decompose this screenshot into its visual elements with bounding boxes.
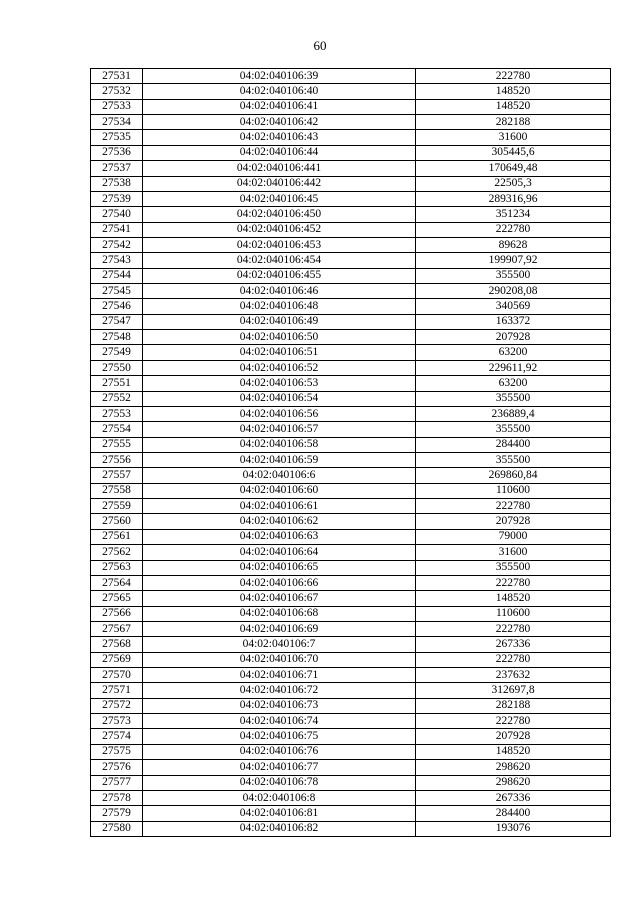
cadastral-number-cell: 04:02:040106:66 (143, 575, 416, 590)
cadastral-value-cell: 207928 (416, 514, 611, 529)
row-number-cell: 27570 (91, 668, 143, 683)
table-row (91, 729, 611, 744)
row-number-cell: 27577 (91, 775, 143, 790)
row-number-cell: 27554 (91, 422, 143, 437)
table-row (91, 84, 611, 99)
table-row (91, 284, 611, 299)
cadastral-value-cell: 289316,96 (416, 191, 611, 206)
cadastral-value-cell: 351234 (416, 207, 611, 222)
row-number-cell: 27561 (91, 529, 143, 544)
table-row (91, 760, 611, 775)
cadastral-value-cell: 222780 (416, 499, 611, 514)
row-number-cell: 27552 (91, 391, 143, 406)
cadastral-value-cell: 282188 (416, 115, 611, 130)
table-row (91, 606, 611, 621)
table-row (91, 299, 611, 314)
table-row (91, 345, 611, 360)
table-row (91, 99, 611, 114)
cadastral-number-cell: 04:02:040106:8 (143, 790, 416, 805)
row-number-cell: 27562 (91, 545, 143, 560)
cadastral-number-cell: 04:02:040106:452 (143, 222, 416, 237)
row-number-cell: 27536 (91, 145, 143, 160)
cadastral-value-cell: 355500 (416, 422, 611, 437)
row-number-cell: 27553 (91, 406, 143, 421)
cadastral-value-cell: 31600 (416, 545, 611, 560)
row-number-cell: 27567 (91, 621, 143, 636)
page-number: 60 (313, 38, 327, 53)
cadastral-number-cell: 04:02:040106:441 (143, 161, 416, 176)
row-number-cell: 27545 (91, 284, 143, 299)
cadastral-value-cell: 355500 (416, 452, 611, 467)
cadastral-value-cell: 267336 (416, 637, 611, 652)
cadastral-value-cell: 110600 (416, 483, 611, 498)
cadastral-number-cell: 04:02:040106:64 (143, 545, 416, 560)
cadastral-number-cell: 04:02:040106:56 (143, 406, 416, 421)
table-row (91, 406, 611, 421)
cadastral-value-cell: 148520 (416, 84, 611, 99)
cadastral-number-cell: 04:02:040106:67 (143, 591, 416, 606)
cadastral-value-cell: 148520 (416, 591, 611, 606)
row-number-cell: 27541 (91, 222, 143, 237)
row-number-cell: 27542 (91, 237, 143, 252)
table-row (91, 422, 611, 437)
row-number-cell: 27537 (91, 161, 143, 176)
row-number-cell: 27534 (91, 115, 143, 130)
cadastral-value-cell: 222780 (416, 222, 611, 237)
cadastral-value-cell: 199907,92 (416, 253, 611, 268)
cadastral-number-cell: 04:02:040106:43 (143, 130, 416, 145)
cadastral-value-cell: 89628 (416, 237, 611, 252)
table-row (91, 775, 611, 790)
cadastral-value-cell: 282188 (416, 698, 611, 713)
cadastral-value-cell: 31600 (416, 130, 611, 145)
row-number-cell: 27558 (91, 483, 143, 498)
table-row (91, 637, 611, 652)
row-number-cell: 27555 (91, 437, 143, 452)
cadastral-number-cell: 04:02:040106:453 (143, 237, 416, 252)
cadastral-number-cell: 04:02:040106:69 (143, 621, 416, 636)
cadastral-number-cell: 04:02:040106:42 (143, 115, 416, 130)
cadastral-number-cell: 04:02:040106:46 (143, 284, 416, 299)
cadastral-value-cell: 305445,6 (416, 145, 611, 160)
cadastral-value-cell: 63200 (416, 345, 611, 360)
cadastral-number-cell: 04:02:040106:71 (143, 668, 416, 683)
table-row (91, 130, 611, 145)
cadastral-number-cell: 04:02:040106:442 (143, 176, 416, 191)
row-number-cell: 27533 (91, 99, 143, 114)
cadastral-value-cell: 355500 (416, 560, 611, 575)
row-number-cell: 27543 (91, 253, 143, 268)
row-number-cell: 27531 (91, 69, 143, 84)
row-number-cell: 27566 (91, 606, 143, 621)
cadastral-value-cell: 222780 (416, 652, 611, 667)
cadastral-value-cell: 110600 (416, 606, 611, 621)
cadastral-value-cell: 222780 (416, 575, 611, 590)
cadastral-value-cell: 207928 (416, 729, 611, 744)
cadastral-value-table (90, 68, 611, 837)
table-row (91, 253, 611, 268)
row-number-cell: 27532 (91, 84, 143, 99)
row-number-cell: 27544 (91, 268, 143, 283)
cadastral-number-cell: 04:02:040106:6 (143, 468, 416, 483)
cadastral-number-cell: 04:02:040106:68 (143, 606, 416, 621)
row-number-cell: 27540 (91, 207, 143, 222)
table-row (91, 330, 611, 345)
table-body (91, 69, 611, 837)
table-row (91, 529, 611, 544)
table-row (91, 821, 611, 836)
cadastral-value-cell: 163372 (416, 314, 611, 329)
cadastral-number-cell: 04:02:040106:62 (143, 514, 416, 529)
table-row (91, 237, 611, 252)
row-number-cell: 27550 (91, 360, 143, 375)
table-row (91, 376, 611, 391)
cadastral-number-cell: 04:02:040106:82 (143, 821, 416, 836)
cadastral-number-cell: 04:02:040106:63 (143, 529, 416, 544)
cadastral-number-cell: 04:02:040106:450 (143, 207, 416, 222)
cadastral-number-cell: 04:02:040106:455 (143, 268, 416, 283)
cadastral-number-cell: 04:02:040106:61 (143, 499, 416, 514)
row-number-cell: 27576 (91, 760, 143, 775)
cadastral-value-cell: 298620 (416, 760, 611, 775)
table-row (91, 314, 611, 329)
cadastral-number-cell: 04:02:040106:49 (143, 314, 416, 329)
table-row (91, 145, 611, 160)
table-row (91, 560, 611, 575)
cadastral-value-cell: 148520 (416, 744, 611, 759)
cadastral-number-cell: 04:02:040106:54 (143, 391, 416, 406)
cadastral-value-cell: 284400 (416, 806, 611, 821)
row-number-cell: 27556 (91, 452, 143, 467)
cadastral-value-cell: 355500 (416, 391, 611, 406)
cadastral-value-cell: 193076 (416, 821, 611, 836)
cadastral-value-cell: 340569 (416, 299, 611, 314)
table-row (91, 668, 611, 683)
cadastral-number-cell: 04:02:040106:70 (143, 652, 416, 667)
cadastral-number-cell: 04:02:040106:44 (143, 145, 416, 160)
row-number-cell: 27578 (91, 790, 143, 805)
cadastral-value-cell: 229611,92 (416, 360, 611, 375)
table-row (91, 268, 611, 283)
table-row (91, 452, 611, 467)
row-number-cell: 27548 (91, 330, 143, 345)
table-row (91, 391, 611, 406)
row-number-cell: 27551 (91, 376, 143, 391)
row-number-cell: 27573 (91, 714, 143, 729)
row-number-cell: 27539 (91, 191, 143, 206)
row-number-cell: 27564 (91, 575, 143, 590)
cadastral-value-cell: 267336 (416, 790, 611, 805)
cadastral-value-cell: 170649,48 (416, 161, 611, 176)
table-row (91, 161, 611, 176)
cadastral-value-cell: 269860,84 (416, 468, 611, 483)
cadastral-number-cell: 04:02:040106:81 (143, 806, 416, 821)
cadastral-value-cell: 222780 (416, 714, 611, 729)
row-number-cell: 27568 (91, 637, 143, 652)
cadastral-value-cell: 222780 (416, 621, 611, 636)
cadastral-value-cell: 79000 (416, 529, 611, 544)
cadastral-number-cell: 04:02:040106:51 (143, 345, 416, 360)
table-row (91, 683, 611, 698)
table-row (91, 437, 611, 452)
cadastral-value-cell: 355500 (416, 268, 611, 283)
table-row (91, 191, 611, 206)
cadastral-number-cell: 04:02:040106:48 (143, 299, 416, 314)
cadastral-value-cell: 284400 (416, 437, 611, 452)
row-number-cell: 27559 (91, 499, 143, 514)
cadastral-number-cell: 04:02:040106:45 (143, 191, 416, 206)
row-number-cell: 27569 (91, 652, 143, 667)
cadastral-value-cell: 312697,8 (416, 683, 611, 698)
row-number-cell: 27546 (91, 299, 143, 314)
cadastral-number-cell: 04:02:040106:53 (143, 376, 416, 391)
cadastral-number-cell: 04:02:040106:65 (143, 560, 416, 575)
cadastral-value-cell: 63200 (416, 376, 611, 391)
cadastral-number-cell: 04:02:040106:75 (143, 729, 416, 744)
table-row (91, 575, 611, 590)
table-row (91, 514, 611, 529)
cadastral-value-cell: 298620 (416, 775, 611, 790)
cadastral-number-cell: 04:02:040106:73 (143, 698, 416, 713)
table-row (91, 115, 611, 130)
cadastral-number-cell: 04:02:040106:74 (143, 714, 416, 729)
cadastral-number-cell: 04:02:040106:7 (143, 637, 416, 652)
row-number-cell: 27565 (91, 591, 143, 606)
table-row (91, 806, 611, 821)
cadastral-number-cell: 04:02:040106:78 (143, 775, 416, 790)
table-row (91, 483, 611, 498)
row-number-cell: 27557 (91, 468, 143, 483)
cadastral-value-cell: 290208,08 (416, 284, 611, 299)
cadastral-number-cell: 04:02:040106:50 (143, 330, 416, 345)
table-row (91, 207, 611, 222)
cadastral-value-cell: 236889,4 (416, 406, 611, 421)
cadastral-number-cell: 04:02:040106:59 (143, 452, 416, 467)
row-number-cell: 27563 (91, 560, 143, 575)
table-row (91, 591, 611, 606)
cadastral-value-cell: 207928 (416, 330, 611, 345)
cadastral-number-cell: 04:02:040106:77 (143, 760, 416, 775)
cadastral-value-cell: 222780 (416, 69, 611, 84)
table-row (91, 499, 611, 514)
row-number-cell: 27575 (91, 744, 143, 759)
row-number-cell: 27535 (91, 130, 143, 145)
table-row (91, 222, 611, 237)
row-number-cell: 27580 (91, 821, 143, 836)
row-number-cell: 27547 (91, 314, 143, 329)
table-row (91, 545, 611, 560)
cadastral-number-cell: 04:02:040106:41 (143, 99, 416, 114)
table-row (91, 698, 611, 713)
cadastral-value-cell: 22505,3 (416, 176, 611, 191)
cadastral-number-cell: 04:02:040106:40 (143, 84, 416, 99)
cadastral-value-cell: 148520 (416, 99, 611, 114)
table-row (91, 468, 611, 483)
table-row (91, 790, 611, 805)
row-number-cell: 27579 (91, 806, 143, 821)
cadastral-number-cell: 04:02:040106:57 (143, 422, 416, 437)
table-row (91, 621, 611, 636)
row-number-cell: 27560 (91, 514, 143, 529)
row-number-cell: 27549 (91, 345, 143, 360)
cadastral-number-cell: 04:02:040106:60 (143, 483, 416, 498)
table-row (91, 360, 611, 375)
cadastral-number-cell: 04:02:040106:72 (143, 683, 416, 698)
row-number-cell: 27574 (91, 729, 143, 744)
cadastral-number-cell: 04:02:040106:454 (143, 253, 416, 268)
table-row (91, 714, 611, 729)
table-row (91, 176, 611, 191)
cadastral-number-cell: 04:02:040106:52 (143, 360, 416, 375)
cadastral-number-cell: 04:02:040106:76 (143, 744, 416, 759)
table-row (91, 69, 611, 84)
cadastral-number-cell: 04:02:040106:39 (143, 69, 416, 84)
row-number-cell: 27538 (91, 176, 143, 191)
cadastral-number-cell: 04:02:040106:58 (143, 437, 416, 452)
row-number-cell: 27572 (91, 698, 143, 713)
cadastral-value-cell: 237632 (416, 668, 611, 683)
row-number-cell: 27571 (91, 683, 143, 698)
table-row (91, 652, 611, 667)
table-row (91, 744, 611, 759)
